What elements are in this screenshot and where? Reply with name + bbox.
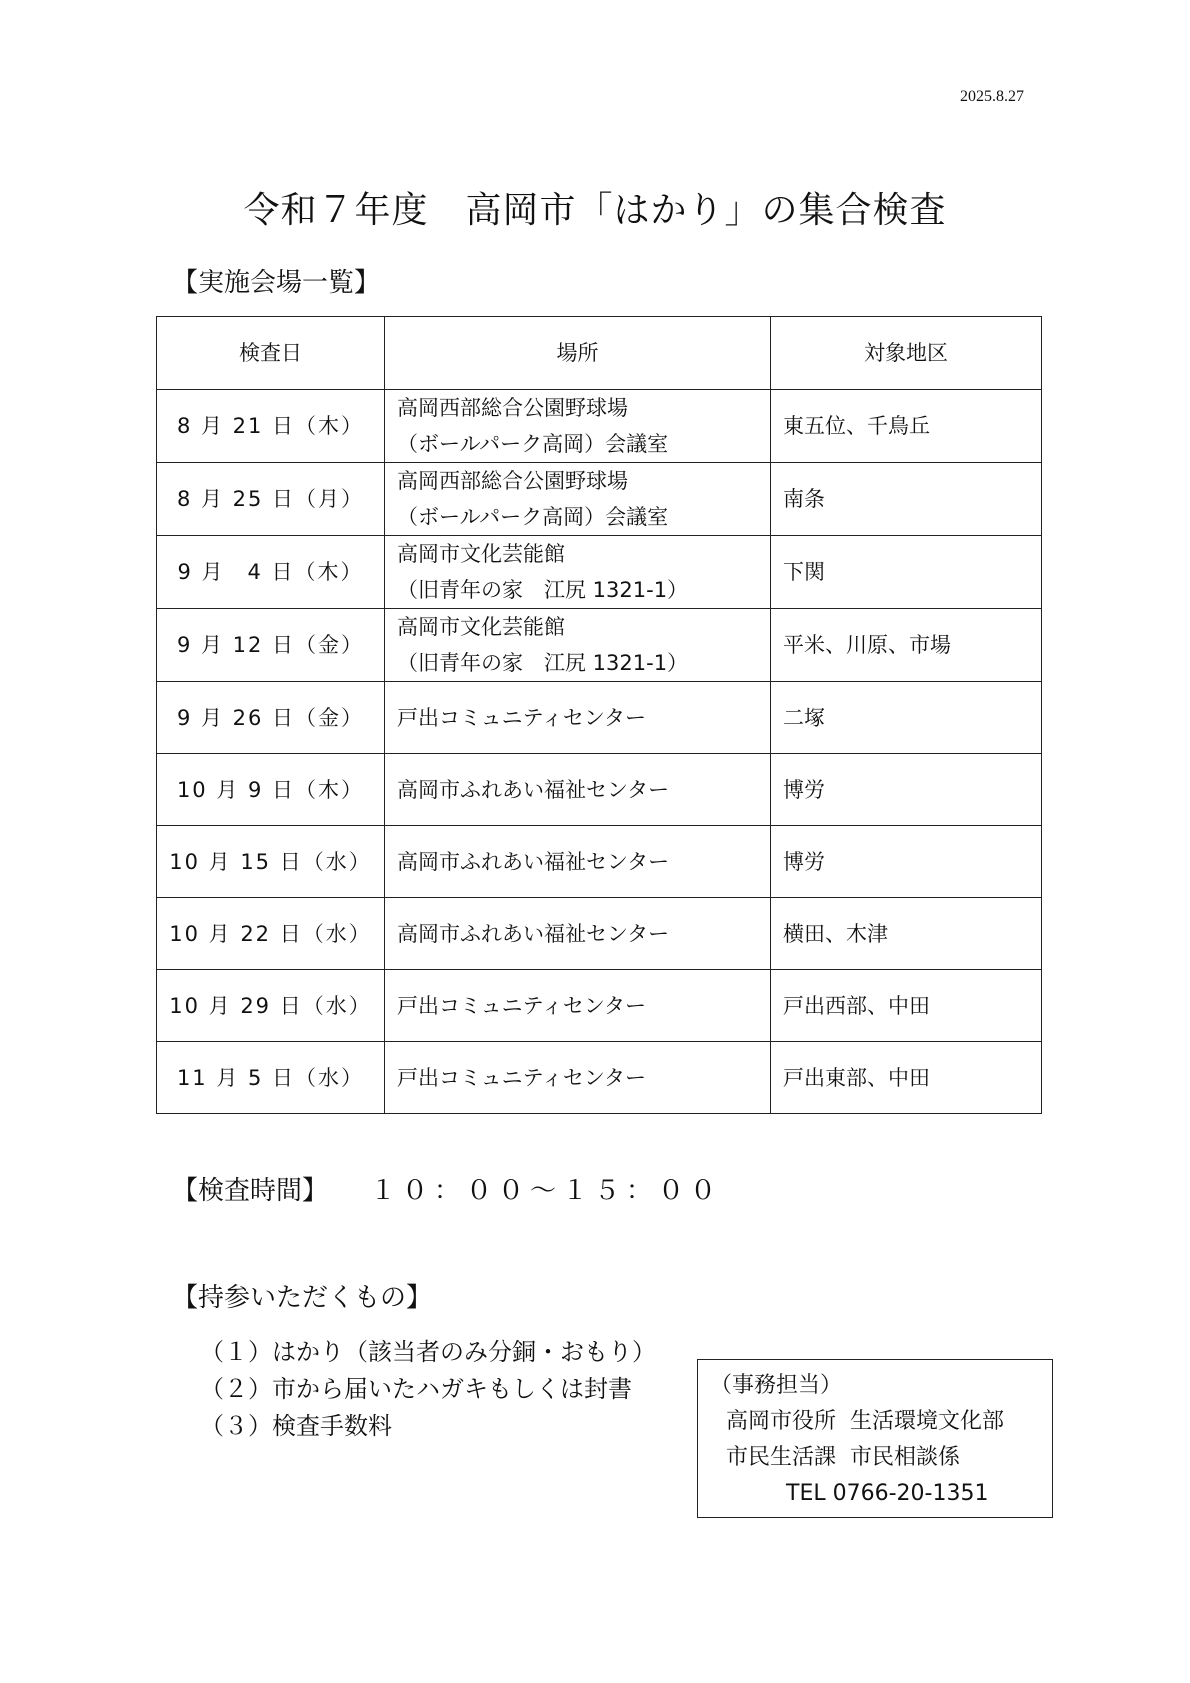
- location-detail: （旧青年の家 江尻 1321-1）: [397, 578, 689, 602]
- target-area: 戸出西部、中田: [771, 970, 1042, 1042]
- location-name: 高岡市文化芸能館: [397, 615, 565, 639]
- inspection-date: 8 月 21 日（木）: [157, 390, 385, 463]
- column-header-date: 検査日: [157, 317, 385, 390]
- inspection-date: 10 月 15 日（水）: [157, 826, 385, 898]
- table-row: [157, 536, 1042, 609]
- inspection-date: 9 月 4 日（木）: [157, 536, 385, 609]
- list-item: （３）検査手数料: [200, 1412, 392, 1440]
- contact-department: 高岡市役所 生活環境文化部: [726, 1409, 1004, 1434]
- location-cell: [385, 826, 771, 898]
- list-item: （２）市から届いたハガキもしくは封書: [200, 1375, 632, 1403]
- target-area: 博労: [771, 826, 1042, 898]
- table-row: [157, 1042, 1042, 1114]
- inspection-date: 9 月 26 日（金）: [157, 682, 385, 754]
- inspection-date: 10 月 9 日（木）: [157, 754, 385, 826]
- table-row: [157, 970, 1042, 1042]
- table-header-row: [157, 317, 1042, 390]
- inspection-time-value: １０：００～１５：００: [370, 1176, 723, 1206]
- inspection-time-heading: 【検査時間】: [172, 1176, 329, 1206]
- target-area: 博労: [771, 754, 1042, 826]
- location-cell: [385, 390, 771, 463]
- venue-list-heading: 【実施会場一覧】: [172, 268, 381, 298]
- location-cell: [385, 898, 771, 970]
- contact-phone: TEL 0766-20-1351: [786, 1481, 989, 1506]
- inspection-date: 10 月 29 日（水）: [157, 970, 385, 1042]
- target-area: 平米、川原、市場: [771, 609, 1042, 682]
- table-row: [157, 826, 1042, 898]
- table-row: [157, 390, 1042, 463]
- location-cell: [385, 609, 771, 682]
- target-area: 南条: [771, 463, 1042, 536]
- list-item: （１）はかり（該当者のみ分銅・おもり）: [200, 1338, 656, 1366]
- location-detail: （ボールパーク高岡）会議室: [397, 432, 669, 456]
- location-detail: （ボールパーク高岡）会議室: [397, 505, 669, 529]
- location-name: 戸出コミュニティセンター: [397, 1065, 647, 1090]
- table-row: [157, 609, 1042, 682]
- location-name: 高岡市文化芸能館: [397, 542, 565, 566]
- location-cell: [385, 1042, 771, 1114]
- location-detail: （旧青年の家 江尻 1321-1）: [397, 651, 689, 675]
- column-header-location: 場所: [385, 317, 771, 390]
- inspection-date: 10 月 22 日（水）: [157, 898, 385, 970]
- page-title: 令和７年度 高岡市「はかり」の集合検査: [243, 190, 947, 231]
- location-name: 高岡西部総合公園野球場: [397, 469, 628, 493]
- inspection-date: 11 月 5 日（水）: [157, 1042, 385, 1114]
- location-name: 高岡市ふれあい福祉センター: [397, 777, 670, 802]
- target-area: 下関: [771, 536, 1042, 609]
- contact-label: （事務担当）: [710, 1373, 843, 1398]
- document-date: 2025.8.27: [960, 88, 1024, 105]
- contact-box: [697, 1359, 1053, 1518]
- location-name: 戸出コミュニティセンター: [397, 705, 647, 730]
- location-cell: [385, 970, 771, 1042]
- location-cell: [385, 682, 771, 754]
- table-row: [157, 898, 1042, 970]
- table-row: [157, 463, 1042, 536]
- target-area: 二塚: [771, 682, 1042, 754]
- location-name: 高岡市ふれあい福祉センター: [397, 921, 670, 946]
- contact-section: 市民生活課 市民相談係: [726, 1445, 960, 1470]
- table-row: [157, 754, 1042, 826]
- items-to-bring-list: [200, 1334, 656, 1445]
- table-row: [157, 682, 1042, 754]
- location-name: 高岡西部総合公園野球場: [397, 396, 628, 420]
- schedule-table: [156, 316, 1042, 1114]
- location-name: 高岡市ふれあい福祉センター: [397, 849, 670, 874]
- inspection-date: 8 月 25 日（月）: [157, 463, 385, 536]
- target-area: 東五位、千鳥丘: [771, 390, 1042, 463]
- location-cell: [385, 463, 771, 536]
- location-cell: [385, 754, 771, 826]
- target-area: 横田、木津: [771, 898, 1042, 970]
- location-name: 戸出コミュニティセンター: [397, 993, 647, 1018]
- location-cell: [385, 536, 771, 609]
- inspection-date: 9 月 12 日（金）: [157, 609, 385, 682]
- column-header-area: 対象地区: [771, 317, 1042, 390]
- items-to-bring-heading: 【持参いただくもの】: [172, 1283, 433, 1313]
- target-area: 戸出東部、中田: [771, 1042, 1042, 1114]
